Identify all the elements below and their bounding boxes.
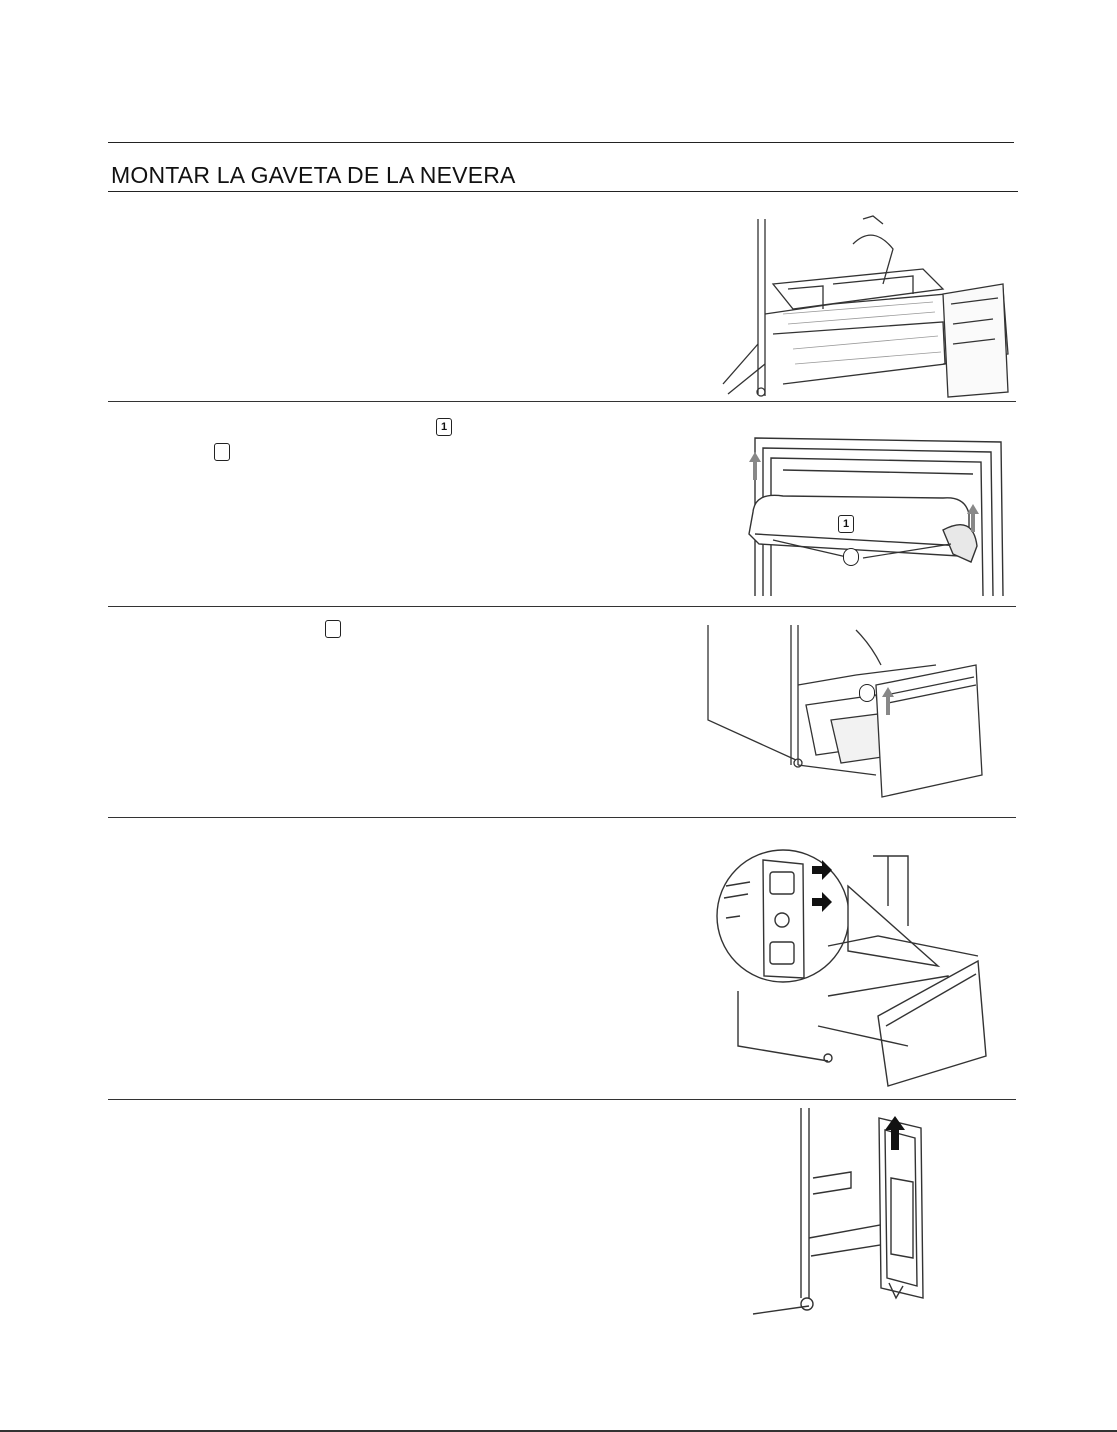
- freezer-drawer-open-illustration: [713, 214, 1013, 400]
- figure-label-3: [859, 684, 875, 702]
- top-rule: [108, 142, 1014, 143]
- rail-screw-removal-illustration: [708, 846, 988, 1090]
- figure-label-1: 1: [838, 515, 854, 533]
- step-3: [108, 607, 1016, 818]
- figure-label-2: [843, 548, 859, 566]
- door-bin-removal-illustration: [733, 434, 1011, 597]
- part-marker-2: [214, 443, 230, 461]
- step-1: [108, 192, 1016, 402]
- drawer-door-lift-off-illustration: [751, 1108, 981, 1318]
- drawer-basket-lift-illustration: [706, 625, 986, 803]
- page-title: MONTAR LA GAVETA DE LA NEVERA: [111, 162, 516, 188]
- step-4: [108, 818, 1016, 1100]
- step-5: [108, 1100, 1016, 1330]
- part-marker-3: [325, 620, 341, 638]
- part-marker-1: 1: [436, 418, 452, 436]
- step-2: [108, 402, 1016, 607]
